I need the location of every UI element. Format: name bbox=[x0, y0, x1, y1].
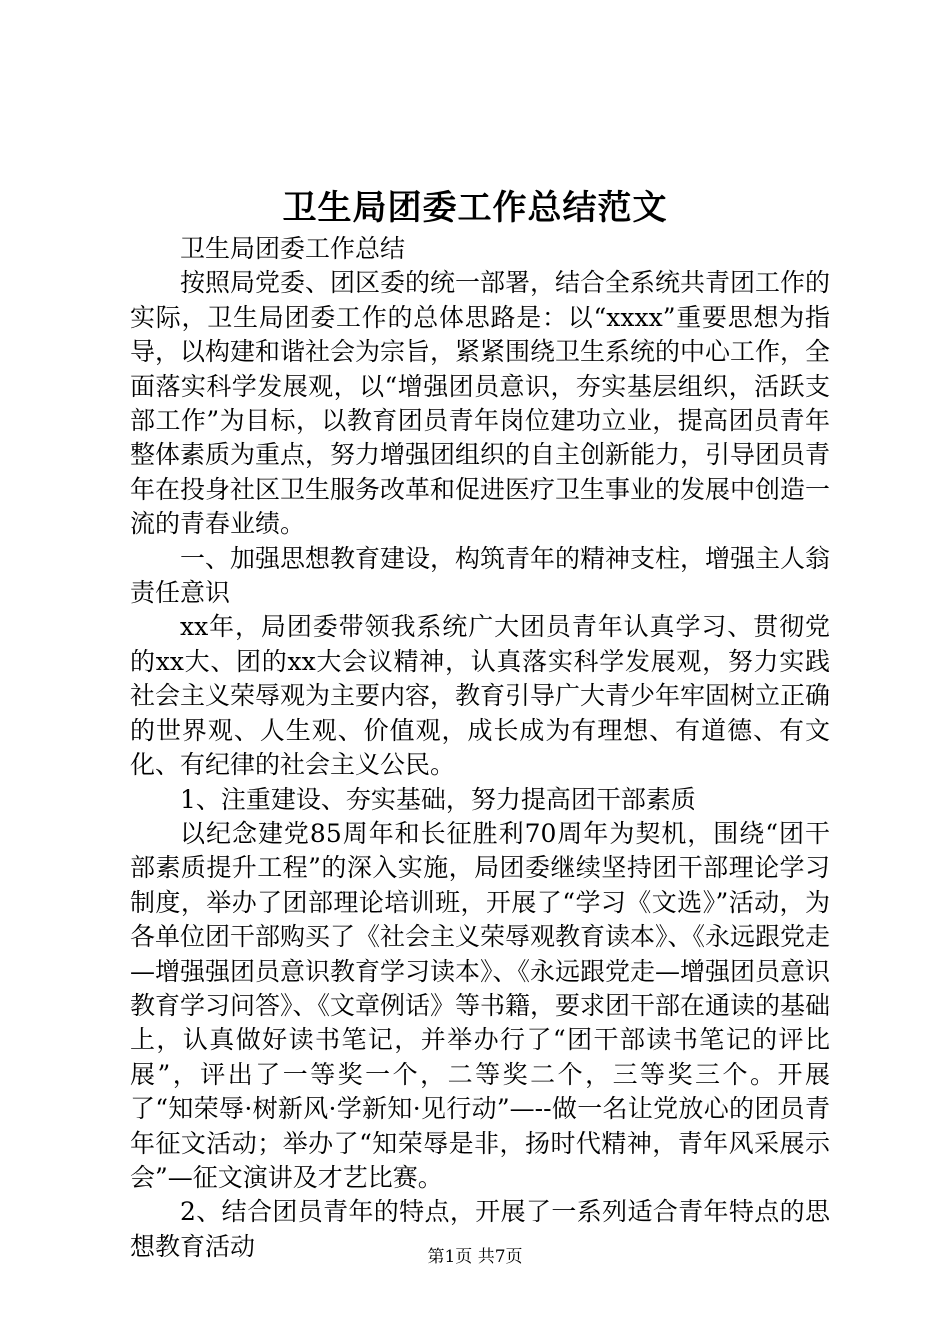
subsection-heading-2: 2、结合团员青年的特点，开展了一系列适合青年特点的思想教育活动 bbox=[130, 1197, 830, 1261]
document-body bbox=[130, 232, 830, 1264]
document-title: 卫生局团委工作总结范文 bbox=[282, 188, 668, 228]
page-footer: 第1页 共7页 bbox=[427, 1247, 523, 1267]
paragraph-subtitle: 卫生局团委工作总结 bbox=[180, 234, 406, 263]
paragraph-subsection-1: 以纪念建党85周年和长征胜利70周年为契机，围绕“团干部素质提升工程”的深入实施，局团委继续坚持团干部理论学习制度，举办了团部理论培训班，开展了“学习《文选》”活动，为各单位团干部购买了《社会主义荣辱观教育读本》、《永远跟党走—增强强团员意识教育学习读本》、《永远跟党走—增强团员意识教育学习问答》、《文章例话》等书籍，要求团干部在通读的基础上，认真做好读书笔记，并举办行了“团干部读书笔记的评比展”，评出了一等奖一个，二等奖二个，三等奖三个。开展了“知荣辱·树新风·学新知·见行动”—--做一名让党放心的团员青年征文活动；举办了“知荣辱是非，扬时代精神，青年风采展示会”—征文演讲及才艺比赛。 bbox=[130, 818, 831, 1192]
paragraph-section-1: xx年，局团委带领我系统广大团员青年认真学习、贯彻党的xx大、团的xx大会议精神，认真落实科学发展观，努力实践社会主义荣辱观为主要内容，教育引导广大青少年牢固树立正确的世界观、人生观、价值观，成长成为有理想、有道德、有文化、有纪律的社会主义公民。 bbox=[130, 612, 831, 780]
paragraph-intro: 按照局党委、团区委的统一部署，结合全系统共青团工作的实际，卫生局团委工作的总体思路是：以“xxxx”重要思想为指导，以构建和谐社会为宗旨，紧紧围绕卫生系统的中心工作，全面落实科学发展观，以“增强团员意识，夯实基层组织，活跃支部工作”为目标，以教育团员青年岗位建功立业，提高团员青年整体素质为重点，努力增强团组织的自主创新能力，引导团员青年在投身社区卫生服务改革和促进医疗卫生事业的发展中创造一流的青春业绩。 bbox=[130, 268, 831, 539]
subsection-heading-1: 1、注重建设、夯实基础，努力提高团干部素质 bbox=[180, 784, 696, 814]
section-heading-1: 一、加强思想教育建设，构筑青年的精神支柱，增强主人翁责任意识 bbox=[130, 543, 831, 608]
